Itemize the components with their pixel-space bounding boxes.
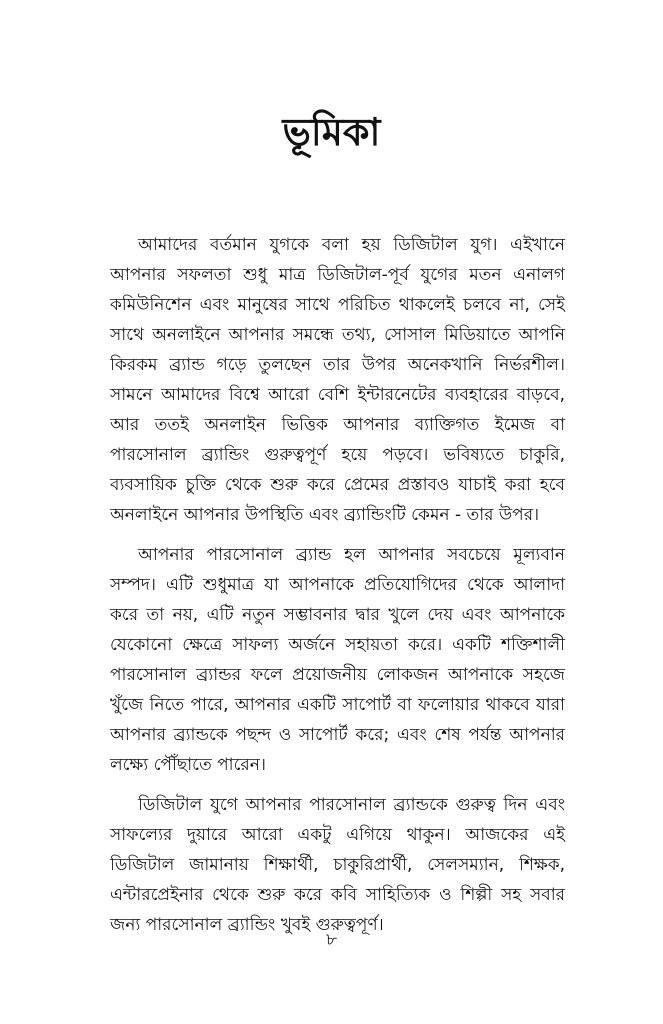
chapter-title: ভূমিকা — [282, 110, 381, 154]
body-text — [110, 230, 565, 950]
paragraph-3: ডিজিটাল যুগে আপনার পারসোনাল ব্র্যান্ডকে গুরুত্ব দিন এবং সাফল্যের দুয়ারে আরো একটু এগিয়ে থাকুন। আজকের এই ডিজিটাল জামানায় শিক্ষার্থী, চাকুরিপ্রার্থী, সেলসম্যান, শিক্ষক, এন্টারপ্রেইনার থেকে শুরু করে কবি সাহিত্যিক ও শিল্পী সহ সবার জন্য পারসোনাল ব্র্যান্ডিং খুবই গুরুত্বপূর্ণ। — [110, 795, 565, 935]
paragraph-1: আমাদের বর্তমান যুগকে বলা হয় ডিজিটাল যুগ। এইখানে আপনার সফলতা শুধু মাত্র ডিজিটাল-পূর্ব যুগের মতন এনালগ কমিউনিশেন এবং মানুষের সাথে পরিচিত থাকলেই চলবে না, সেই সাথে অনলাইনে আপনার সমন্ধে তথ্য, সোসাল মিডিয়াতে আপনি কিরকম ব্র্যান্ড গড়ে তুলছেন তার উপর অনেকখানি নির্ভরশীল। সামনে আমাদের বিশ্বে আরো বেশি ইন্টারনেটের ব্যবহারের বাড়বে, আর ততই অনলাইন ভিত্তিক আপনার ব্যাক্তিগত ইমেজ বা পারসোনাল ব্র্যান্ডিং গুরুত্বপূর্ণ হয়ে পড়বে। ভবিষ্যতে চাকুরি, ব্যবসায়িক চুক্তি থেকে শুরু করে প্রেমের প্রস্তাবও যাচাই করা হবে অনলাইনে আপনার উপস্থিতি এবং ব্র্যান্ডিংটি কেমন - তার উপর। — [110, 235, 565, 525]
paragraph-2: আপনার পারসোনাল ব্র্যান্ড হল আপনার সবচেয়ে মূল্যবান সম্পদ। এটি শুধুমাত্র যা আপনাকে প্রতিযোগিদের থেকে আলাদা করে তা নয়, এটি নতুন সম্ভাবনার দ্বার খুলে দেয় এবং আপনাকে যেকোনো ক্ষেত্রে সাফল্য অর্জনে সহায়তা করে। একটি শক্তিশালী পারসোনাল ব্র্যান্ডর ফলে প্রয়োজনীয় লোকজন আপনাকে সহজে খুঁজে নিতে পারে, আপনার একটি সাপোর্ট বা ফলোয়ার থাকবে যারা আপনার ব্র্যান্ডকে পছন্দ ও সাপোর্ট করে; এবং শেষ পর্যন্ত আপনার লক্ষ্যে পৌঁছাতে পারেন। — [110, 545, 565, 775]
page-number: ৮ — [325, 930, 338, 950]
